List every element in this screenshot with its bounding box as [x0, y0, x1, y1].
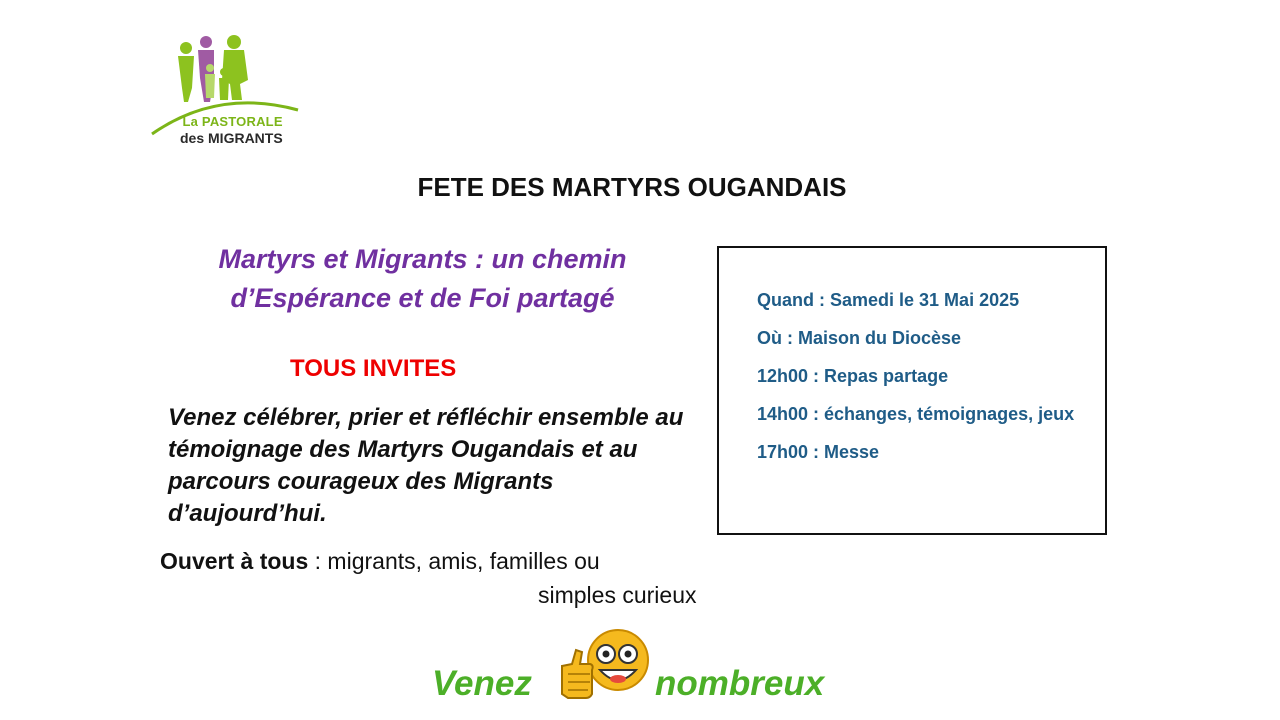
open-to-all-text: : migrants, amis, familles ou	[308, 548, 600, 574]
invitation-text: Venez célébrer, prier et réfléchir ensemble au témoignage des Martyrs Ougandais et au parcours courageux des Migrants d’aujourd’hui.	[168, 404, 684, 527]
footer-venez: Venez	[432, 664, 532, 703]
info-when: Quand : Samedi le 31 Mai 2025	[757, 290, 1020, 310]
logo-line-2	[180, 130, 283, 146]
logo-line-2-strong: MIGRANTS	[208, 130, 283, 146]
logo-text	[180, 114, 283, 146]
page-title: FETE DES MARTYRS OUGANDAIS	[417, 172, 847, 202]
open-to-all	[160, 548, 600, 575]
event-info-box	[717, 246, 1107, 535]
info-lunch: 12h00 : Repas partage	[757, 366, 949, 386]
info-exchanges: 14h00 : échanges, témoignages, jeux	[757, 404, 1075, 424]
footer-nombreux: nombreux	[655, 664, 825, 703]
thumbs-up-smiley-icon	[558, 624, 658, 704]
logo-line-1: La PASTORALE	[182, 114, 283, 129]
pastorale-logo	[148, 28, 328, 148]
logo-line-2-prefix: des	[180, 130, 205, 146]
subtitle: Martyrs et Migrants : un chemin d’Espérance et de Foi partagé	[218, 244, 627, 313]
open-to-all-label: Ouvert à tous	[160, 548, 309, 574]
invites-heading: TOUS INVITES	[290, 355, 457, 382]
info-where: Où : Maison du Diocèse	[757, 328, 962, 348]
event-info-list	[757, 288, 1087, 478]
open-to-all-continued: simples curieux	[538, 582, 697, 608]
info-mass: 17h00 : Messe	[757, 442, 880, 462]
